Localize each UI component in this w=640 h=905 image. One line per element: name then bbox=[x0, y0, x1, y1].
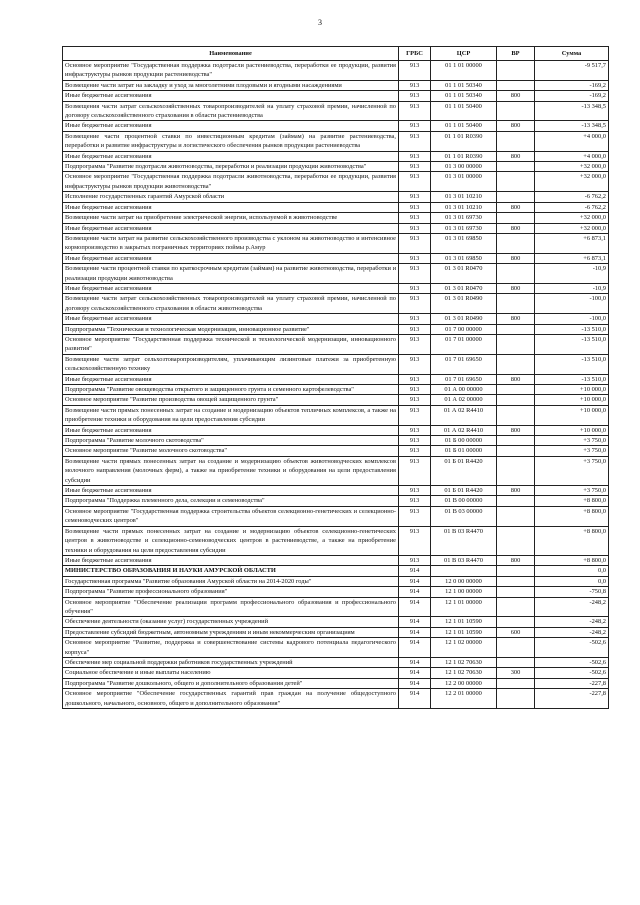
cell-sum: +3 750,0 bbox=[535, 446, 609, 456]
cell-vr bbox=[497, 334, 535, 354]
cell-sum: -248,2 bbox=[535, 597, 609, 617]
cell-vr bbox=[497, 597, 535, 617]
table-row bbox=[63, 555, 609, 565]
cell-grbs: 913 bbox=[399, 61, 431, 81]
cell-vr: 800 bbox=[497, 91, 535, 101]
cell-grbs: 913 bbox=[399, 314, 431, 324]
cell-grbs: 914 bbox=[399, 576, 431, 586]
cell-grbs: 913 bbox=[399, 223, 431, 233]
cell-vr: 800 bbox=[497, 314, 535, 324]
cell-name: Иные бюджетные ассигнования bbox=[63, 223, 399, 233]
cell-grbs: 913 bbox=[399, 213, 431, 223]
table-row bbox=[63, 253, 609, 263]
cell-grbs: 913 bbox=[399, 151, 431, 161]
cell-csr: 01 В 03 R4470 bbox=[431, 526, 497, 555]
cell-csr: 01 3 01 10210 bbox=[431, 192, 497, 202]
cell-grbs: 914 bbox=[399, 587, 431, 597]
column-header-name: Наименование bbox=[63, 47, 399, 61]
cell-grbs: 914 bbox=[399, 597, 431, 617]
cell-name: Подпрограмма "Развитие профессионального образования" bbox=[63, 587, 399, 597]
cell-vr bbox=[497, 385, 535, 395]
table-row bbox=[63, 395, 609, 405]
cell-name: Иные бюджетные ассигнования bbox=[63, 314, 399, 324]
cell-name: Социальное обеспечение и иные выплаты населению bbox=[63, 668, 399, 678]
cell-name: Основное мероприятие "Государственная поддержка строительства объектов селекционно-генетических и селекционно-семеноводческих центров" bbox=[63, 506, 399, 526]
table-row bbox=[63, 526, 609, 555]
table-row bbox=[63, 162, 609, 172]
cell-name: Подпрограмма "Развитие подотрасли животноводства, переработки и реализации продукции животноводства" bbox=[63, 162, 399, 172]
cell-csr: 01 1 01 R0390 bbox=[431, 131, 497, 151]
cell-grbs: 913 bbox=[399, 385, 431, 395]
cell-csr: 01 В 00 00000 bbox=[431, 496, 497, 506]
table-row bbox=[63, 425, 609, 435]
cell-name: Возмещение части прямых понесенных затрат на создание и модернизацию объектов тепличных комплексов, а также на приобретение техники и оборудования на цели предоставления субсидии bbox=[63, 405, 399, 425]
cell-name: Иные бюджетные ассигнования bbox=[63, 283, 399, 293]
cell-sum: +3 750,0 bbox=[535, 436, 609, 446]
page-number: 3 bbox=[318, 18, 322, 27]
cell-csr: 01 3 01 R0470 bbox=[431, 264, 497, 284]
cell-sum: -750,8 bbox=[535, 587, 609, 597]
cell-csr: 01 3 00 00000 bbox=[431, 162, 497, 172]
cell-vr bbox=[497, 80, 535, 90]
cell-sum: -13 510,0 bbox=[535, 324, 609, 334]
cell-grbs: 913 bbox=[399, 233, 431, 253]
cell-csr: 12 1 01 10590 bbox=[431, 627, 497, 637]
table-row bbox=[63, 61, 609, 81]
cell-grbs: 913 bbox=[399, 264, 431, 284]
cell-sum: -100,0 bbox=[535, 314, 609, 324]
cell-name: Подпрограмма "Развитие дошкольного, общего и дополнительного образования детей" bbox=[63, 678, 399, 688]
cell-csr: 01 А 02 00000 bbox=[431, 395, 497, 405]
cell-sum: +3 750,0 bbox=[535, 486, 609, 496]
cell-grbs: 914 bbox=[399, 617, 431, 627]
table-row bbox=[63, 283, 609, 293]
cell-csr: 12 2 00 00000 bbox=[431, 678, 497, 688]
cell-grbs: 913 bbox=[399, 253, 431, 263]
cell-grbs: 913 bbox=[399, 294, 431, 314]
cell-sum: +3 750,0 bbox=[535, 456, 609, 485]
cell-vr bbox=[497, 587, 535, 597]
table-row bbox=[63, 151, 609, 161]
cell-name: Возмещение части процентной ставки по краткосрочным кредитам (займам) на развитие животноводства, переработки и реализации продукции животноводства bbox=[63, 264, 399, 284]
cell-vr: 800 bbox=[497, 283, 535, 293]
cell-csr: 01 Б 00 00000 bbox=[431, 436, 497, 446]
cell-grbs: 913 bbox=[399, 425, 431, 435]
cell-csr: 12 1 01 10590 bbox=[431, 617, 497, 627]
cell-vr bbox=[497, 172, 535, 192]
cell-grbs: 913 bbox=[399, 101, 431, 121]
cell-sum: -13 510,0 bbox=[535, 334, 609, 354]
cell-vr bbox=[497, 324, 535, 334]
cell-grbs: 913 bbox=[399, 354, 431, 374]
table-row bbox=[63, 436, 609, 446]
cell-grbs: 913 bbox=[399, 324, 431, 334]
cell-sum: -13 510,0 bbox=[535, 354, 609, 374]
cell-grbs: 913 bbox=[399, 436, 431, 446]
cell-sum: +32 000,0 bbox=[535, 172, 609, 192]
cell-csr: 12 1 01 00000 bbox=[431, 597, 497, 617]
table-row bbox=[63, 385, 609, 395]
cell-vr bbox=[497, 162, 535, 172]
cell-vr bbox=[497, 566, 535, 576]
cell-csr: 01 7 01 69650 bbox=[431, 354, 497, 374]
table-row bbox=[63, 223, 609, 233]
cell-csr: 01 А 02 R4410 bbox=[431, 425, 497, 435]
cell-sum: +10 000,0 bbox=[535, 385, 609, 395]
table-row bbox=[63, 576, 609, 586]
table-header bbox=[63, 47, 609, 61]
cell-sum: -10,9 bbox=[535, 264, 609, 284]
cell-vr: 300 bbox=[497, 668, 535, 678]
cell-vr bbox=[497, 446, 535, 456]
cell-vr: 800 bbox=[497, 121, 535, 131]
cell-name: Основное мероприятие "Государственная поддержка технической и технологической модернизации, инновационного развития" bbox=[63, 334, 399, 354]
cell-sum: -9 517,7 bbox=[535, 61, 609, 81]
cell-sum: +32 000,0 bbox=[535, 223, 609, 233]
table-row bbox=[63, 354, 609, 374]
cell-sum: -13 348,5 bbox=[535, 101, 609, 121]
cell-name: Иные бюджетные ассигнования bbox=[63, 202, 399, 212]
cell-name: Обеспечение мер социальной поддержки работников государственных учреждений bbox=[63, 657, 399, 667]
cell-grbs: 914 bbox=[399, 657, 431, 667]
cell-vr: 800 bbox=[497, 486, 535, 496]
cell-vr bbox=[497, 354, 535, 374]
table-row bbox=[63, 324, 609, 334]
cell-vr bbox=[497, 638, 535, 658]
cell-grbs: 913 bbox=[399, 80, 431, 90]
cell-csr: 01 1 01 50340 bbox=[431, 91, 497, 101]
table-row bbox=[63, 566, 609, 576]
cell-sum: +10 000,0 bbox=[535, 425, 609, 435]
cell-csr: 01 3 01 69850 bbox=[431, 233, 497, 253]
cell-sum: -13 510,0 bbox=[535, 374, 609, 384]
cell-csr: 01 3 01 R0490 bbox=[431, 294, 497, 314]
cell-name: Предоставление субсидий бюджетным, автономным учреждениям и иным некоммерческим организациям bbox=[63, 627, 399, 637]
table-row bbox=[63, 689, 609, 709]
cell-name: Возмещения части затрат сельскохозяйственных товаропроизводителей на уплату страховой премии, начисленной по договору сельскохозяйственного страхования в области растениеводства bbox=[63, 101, 399, 121]
cell-grbs: 913 bbox=[399, 374, 431, 384]
cell-grbs: 913 bbox=[399, 395, 431, 405]
cell-vr bbox=[497, 294, 535, 314]
cell-name: Иные бюджетные ассигнования bbox=[63, 151, 399, 161]
cell-csr: 01 Б 01 00000 bbox=[431, 446, 497, 456]
cell-vr bbox=[497, 657, 535, 667]
cell-vr bbox=[497, 101, 535, 121]
cell-grbs: 913 bbox=[399, 162, 431, 172]
cell-vr bbox=[497, 233, 535, 253]
cell-vr: 800 bbox=[497, 202, 535, 212]
cell-sum: +6 873,1 bbox=[535, 233, 609, 253]
cell-vr bbox=[497, 526, 535, 555]
cell-name: Основное мероприятие "Развитие, поддержка и совершенствование системы кадрового потенциала педагогического корпуса" bbox=[63, 638, 399, 658]
table-row bbox=[63, 294, 609, 314]
cell-sum: +8 800,0 bbox=[535, 496, 609, 506]
table-row bbox=[63, 627, 609, 637]
cell-vr bbox=[497, 405, 535, 425]
column-header-sum: Сумма bbox=[535, 47, 609, 61]
table-row bbox=[63, 486, 609, 496]
cell-grbs: 913 bbox=[399, 334, 431, 354]
cell-csr: 01 3 01 69730 bbox=[431, 223, 497, 233]
cell-csr: 01 7 01 00000 bbox=[431, 334, 497, 354]
cell-grbs: 913 bbox=[399, 192, 431, 202]
table-row bbox=[63, 91, 609, 101]
table-row bbox=[63, 678, 609, 688]
cell-sum: -248,2 bbox=[535, 627, 609, 637]
cell-grbs: 914 bbox=[399, 627, 431, 637]
cell-name: Иные бюджетные ассигнования bbox=[63, 374, 399, 384]
table-row bbox=[63, 496, 609, 506]
table-row bbox=[63, 405, 609, 425]
cell-name: Обеспечение деятельности (оказание услуг) государственных учреждений bbox=[63, 617, 399, 627]
table-row bbox=[63, 101, 609, 121]
cell-name: Основное мероприятие "Государственная поддержка подотрасли растениеводства, переработки ее продукции, развития инфраструктуры рынков продукции растениеводства" bbox=[63, 61, 399, 81]
cell-sum: 0,0 bbox=[535, 566, 609, 576]
cell-vr bbox=[497, 506, 535, 526]
cell-grbs: 913 bbox=[399, 91, 431, 101]
cell-grbs: 914 bbox=[399, 678, 431, 688]
cell-csr: 01 В 03 00000 bbox=[431, 506, 497, 526]
cell-sum: -13 348,5 bbox=[535, 121, 609, 131]
cell-sum: -169,2 bbox=[535, 91, 609, 101]
cell-csr: 12 2 01 00000 bbox=[431, 689, 497, 709]
cell-sum: +4 000,0 bbox=[535, 151, 609, 161]
table-row bbox=[63, 506, 609, 526]
cell-csr: 01 3 01 R0470 bbox=[431, 283, 497, 293]
table-row bbox=[63, 213, 609, 223]
cell-name: Возмещение части прямых понесенных затрат на создание и модернизацию объектов селекционно-генетических центров в животноводстве и селекционно-семеноводческих центров в растениеводстве, а также на приобретение техники и оборудования на цели предоставления субсидии bbox=[63, 526, 399, 555]
cell-sum: -227,8 bbox=[535, 689, 609, 709]
cell-sum: -502,6 bbox=[535, 668, 609, 678]
cell-csr: 01 3 01 69850 bbox=[431, 253, 497, 263]
cell-vr: 600 bbox=[497, 627, 535, 637]
cell-sum: -169,2 bbox=[535, 80, 609, 90]
cell-vr bbox=[497, 213, 535, 223]
cell-vr: 800 bbox=[497, 151, 535, 161]
table-row bbox=[63, 264, 609, 284]
cell-name: Иные бюджетные ассигнования bbox=[63, 486, 399, 496]
table-row bbox=[63, 446, 609, 456]
cell-name: Иные бюджетные ассигнования bbox=[63, 121, 399, 131]
cell-name: Иные бюджетные ассигнования bbox=[63, 253, 399, 263]
column-header-csr: ЦСР bbox=[431, 47, 497, 61]
table-row bbox=[63, 131, 609, 151]
cell-csr: 12 1 00 00000 bbox=[431, 587, 497, 597]
cell-grbs: 913 bbox=[399, 456, 431, 485]
cell-csr: 12 0 00 00000 bbox=[431, 576, 497, 586]
cell-name: Подпрограмма "Развитие овощеводства открытого и защищенного грунта и семенного картофелеводства" bbox=[63, 385, 399, 395]
cell-vr bbox=[497, 456, 535, 485]
cell-name: Возмещение части прямых понесенных затрат на создание и модернизацию объектов животноводческих комплексов молочного направления (молочных ферм), а также на приобретение техники и оборудования на цели предоставления субсидии bbox=[63, 456, 399, 485]
cell-csr: 01 7 01 69650 bbox=[431, 374, 497, 384]
cell-name: МИНИСТЕРСТВО ОБРАЗОВАНИЯ И НАУКИ АМУРСКОЙ ОБЛАСТИ bbox=[63, 566, 399, 576]
cell-vr bbox=[497, 436, 535, 446]
cell-grbs: 913 bbox=[399, 283, 431, 293]
cell-csr: 01 1 01 50400 bbox=[431, 121, 497, 131]
cell-name: Подпрограмма "Техническая и технологическая модернизация, инновационное развитие" bbox=[63, 324, 399, 334]
cell-name: Возмещение части затрат на закладку и уход за многолетними плодовыми и ягодными насаждениями bbox=[63, 80, 399, 90]
cell-sum: +10 000,0 bbox=[535, 405, 609, 425]
table-row bbox=[63, 121, 609, 131]
cell-vr bbox=[497, 617, 535, 627]
table-row bbox=[63, 657, 609, 667]
cell-sum: -6 762,2 bbox=[535, 202, 609, 212]
cell-csr: 01 В 03 R4470 bbox=[431, 555, 497, 565]
cell-csr: 01 7 00 00000 bbox=[431, 324, 497, 334]
cell-sum: +6 873,1 bbox=[535, 253, 609, 263]
cell-csr: 01 3 01 00000 bbox=[431, 172, 497, 192]
column-header-vr: ВР bbox=[497, 47, 535, 61]
cell-sum: +4 000,0 bbox=[535, 131, 609, 151]
cell-vr bbox=[497, 496, 535, 506]
cell-csr: 12 1 02 70630 bbox=[431, 657, 497, 667]
cell-grbs: 913 bbox=[399, 121, 431, 131]
cell-vr bbox=[497, 192, 535, 202]
cell-name: Основное мероприятие "Обеспечение реализации программ профессионального образования и профессионального обучения" bbox=[63, 597, 399, 617]
cell-sum: -227,8 bbox=[535, 678, 609, 688]
cell-name: Исполнение государственных гарантий Амурской области bbox=[63, 192, 399, 202]
table-row bbox=[63, 314, 609, 324]
cell-grbs: 914 bbox=[399, 566, 431, 576]
table-row bbox=[63, 638, 609, 658]
cell-vr bbox=[497, 576, 535, 586]
cell-name: Иные бюджетные ассигнования bbox=[63, 555, 399, 565]
cell-csr: 01 1 01 00000 bbox=[431, 61, 497, 81]
cell-csr: 01 Б 01 R4420 bbox=[431, 486, 497, 496]
table-row bbox=[63, 668, 609, 678]
table-row bbox=[63, 80, 609, 90]
cell-name: Возмещение части затрат сельхозтоваропроизводителям, уплачивающим лизинговые платежи за приобретенную сельскохозяйственную технику bbox=[63, 354, 399, 374]
cell-grbs: 913 bbox=[399, 526, 431, 555]
cell-vr: 800 bbox=[497, 253, 535, 263]
cell-vr: 800 bbox=[497, 425, 535, 435]
cell-grbs: 913 bbox=[399, 446, 431, 456]
cell-vr bbox=[497, 395, 535, 405]
cell-grbs: 913 bbox=[399, 202, 431, 212]
cell-grbs: 913 bbox=[399, 486, 431, 496]
cell-grbs: 913 bbox=[399, 506, 431, 526]
table-row bbox=[63, 617, 609, 627]
table-row bbox=[63, 233, 609, 253]
table-row bbox=[63, 587, 609, 597]
table-row bbox=[63, 374, 609, 384]
cell-sum: +8 800,0 bbox=[535, 526, 609, 555]
cell-name: Основное мероприятие "Развитие производства овощей защищенного грунта" bbox=[63, 395, 399, 405]
cell-vr bbox=[497, 678, 535, 688]
cell-vr: 800 bbox=[497, 374, 535, 384]
cell-name: Возмещение части затрат сельскохозяйственных товаропроизводителей на уплату страховой премии, начисленной по договору сельскохозяйственного страхования в области животноводства bbox=[63, 294, 399, 314]
cell-name: Основное мероприятие "Развитие молочного скотоводства" bbox=[63, 446, 399, 456]
cell-csr: 01 Б 01 R4420 bbox=[431, 456, 497, 485]
cell-grbs: 913 bbox=[399, 405, 431, 425]
budget-table bbox=[62, 46, 609, 709]
cell-name: Иные бюджетные ассигнования bbox=[63, 91, 399, 101]
cell-sum: -502,6 bbox=[535, 638, 609, 658]
cell-vr bbox=[497, 61, 535, 81]
cell-name: Государственная программа "Развитие образования Амурской области на 2014-2020 годы" bbox=[63, 576, 399, 586]
cell-name: Возмещение части затрат на приобретение электрической энергии, используемой в животноводстве bbox=[63, 213, 399, 223]
cell-grbs: 913 bbox=[399, 172, 431, 192]
cell-csr: 01 3 01 R0490 bbox=[431, 314, 497, 324]
cell-name: Основное мероприятие "Государственная поддержка подотрасли животноводства, переработки ее продукции, развития инфраструктуры рынков продукции животноводства" bbox=[63, 172, 399, 192]
cell-grbs: 914 bbox=[399, 689, 431, 709]
cell-name: Основное мероприятие "Обеспечение государственных гарантий прав граждан на получение общедоступного дошкольного, начального, основного, общего и дополнительного образования" bbox=[63, 689, 399, 709]
table-row bbox=[63, 192, 609, 202]
cell-sum: -100,0 bbox=[535, 294, 609, 314]
cell-sum: +32 000,0 bbox=[535, 162, 609, 172]
cell-sum: -6 762,2 bbox=[535, 192, 609, 202]
table-body bbox=[63, 61, 609, 709]
cell-name: Подпрограмма "Развитие молочного скотоводства" bbox=[63, 436, 399, 446]
cell-vr bbox=[497, 689, 535, 709]
cell-vr bbox=[497, 131, 535, 151]
cell-csr: 12 1 02 00000 bbox=[431, 638, 497, 658]
cell-sum: +10 000,0 bbox=[535, 395, 609, 405]
table-row bbox=[63, 334, 609, 354]
cell-grbs: 914 bbox=[399, 638, 431, 658]
cell-vr: 800 bbox=[497, 223, 535, 233]
column-header-grbs: ГРБС bbox=[399, 47, 431, 61]
cell-sum: +8 800,0 bbox=[535, 555, 609, 565]
cell-csr: 01 1 01 50340 bbox=[431, 80, 497, 90]
cell-csr: 01 3 01 69730 bbox=[431, 213, 497, 223]
cell-sum: +32 000,0 bbox=[535, 213, 609, 223]
cell-grbs: 913 bbox=[399, 555, 431, 565]
cell-name: Иные бюджетные ассигнования bbox=[63, 425, 399, 435]
cell-sum: -248,2 bbox=[535, 617, 609, 627]
cell-csr: 01 1 01 R0390 bbox=[431, 151, 497, 161]
cell-csr: 01 А 00 00000 bbox=[431, 385, 497, 395]
cell-csr: 01 3 01 10210 bbox=[431, 202, 497, 212]
cell-vr bbox=[497, 264, 535, 284]
table-row bbox=[63, 597, 609, 617]
cell-name: Возмещение части процентной ставки по инвестиционным кредитам (займам) на развитие растениеводства, переработки и развитие инфраструктуры и логистического обеспечения рынков продукции растениеводства bbox=[63, 131, 399, 151]
table-row bbox=[63, 456, 609, 485]
cell-csr: 01 А 02 R4410 bbox=[431, 405, 497, 425]
cell-sum: -502,6 bbox=[535, 657, 609, 667]
cell-vr: 800 bbox=[497, 555, 535, 565]
cell-sum: -10,9 bbox=[535, 283, 609, 293]
cell-grbs: 913 bbox=[399, 131, 431, 151]
cell-csr: 01 1 01 50400 bbox=[431, 101, 497, 121]
table-row bbox=[63, 202, 609, 212]
cell-grbs: 914 bbox=[399, 668, 431, 678]
table-row bbox=[63, 172, 609, 192]
cell-sum: +8 800,0 bbox=[535, 506, 609, 526]
cell-grbs: 913 bbox=[399, 496, 431, 506]
cell-name: Подпрограмма "Поддержка племенного дела, селекции и семеноводства" bbox=[63, 496, 399, 506]
cell-csr: 12 1 02 70630 bbox=[431, 668, 497, 678]
cell-sum: 0,0 bbox=[535, 576, 609, 586]
cell-name: Возмещение части затрат на развитие сельскохозяйственного производства с уклоном на животноводство и интенсивное кормопроизводство в закрытых пограничных территориях поймы р.Амур bbox=[63, 233, 399, 253]
cell-csr bbox=[431, 566, 497, 576]
